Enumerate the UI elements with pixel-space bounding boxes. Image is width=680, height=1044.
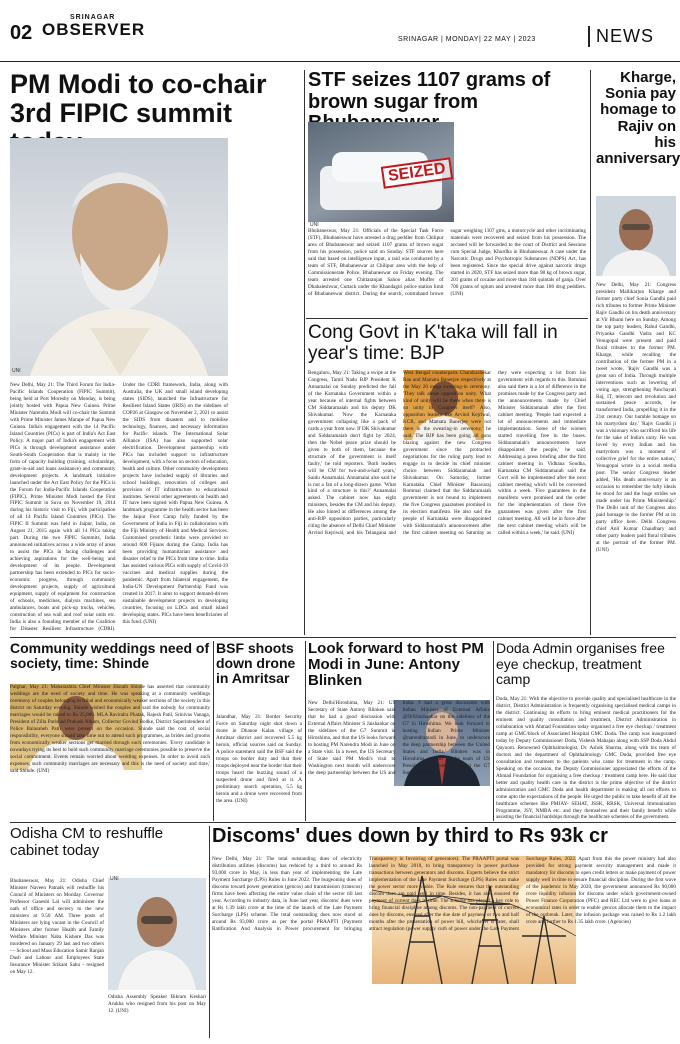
odisha-credit: UNI: [110, 876, 119, 882]
doda-headline: Doda Admin organises free eye checkup, treatment camp: [496, 640, 665, 688]
fipic-credit: UNI: [12, 368, 21, 374]
fipic-body: New Delhi, May 21: The Third Forum for India-Pacific Islands Cooperation (FIPIC Summit), being held at Port Moresby on Monday, is being jointly hosted with Papua New Guinea. Prime Minister Narendra Modi will co-chair the Summit with Prime Minister James Marape of Papua New Guinea. India's engagement with the 14 Pacific Island Countries (PICs) is part of India's Act East Policy. A major part of India's engagement with PICs is through development assistance under South-South Cooperation that is mainly in the form of capacity building (training, scholarships, grant-in-aid and loans assistance) and community development projects. A landmark initiative launched under the Act East Policy for the PICs is the Forum for India-Pacific Islands Cooperation (FIPIC). Prime Minister Modi hosted the First FIPIC Summit in Suva on November 19, 2014 during his historic visit to Fiji, with participation of all 14 Pacific Island Countries (PICs). The FIPIC II Summit was held in Jaipur, India, on August 21, 2015 again with all 14 PICs taking part. During the two FIPIC Summits, India announced initiatives across a wide array of areas to assist the PICs in facing challenges and achieving aspirations for the well-being and development of its people. Development partnership has been extended to PICs for socio-economic progress, through community development projects, supply of agricultural equipment, supply of equipment for construction of schools, medicines, dialysis machines, sea ambulances, boats and pick-up trucks, vehicles, construction of sea wall and roof solar units etc. India is also a founding member of the Coalition for Disaster Resilient Infrastructure (CDRI). Under the CDRI framework, India, along with Australia, the UK and small island developing states (SIDS), launched the Infrastructure for Resilient Island States (IRIS) on the sidelines of COP26 at Glasgow on November 2, 2021 to assist the SIDS from disasters and to mobilise technology, finances, and necessary information for Pacific islands. The International Solar Alliance (ISA) has also supported solar electrification. Development partnership with PICs has included support to infrastructure development, with a focus on sectors of education, health and culture. Other community development projects have included supply of libraries and school buildings, renovation of colleges and provision of IT infrastructure to educational institutes. Several other agreements on health and IT have been signed with Papua New Guinea. A landmark programme in the health sector has been the Jaipur Foot Camp fully funded by the Government of India in Fiji in collaboration with the Fiji Ministry of Health and Medical Services. Customised prosthetic limbs were provided to around 600 Fijians during the Camp. India has been providing humanitarian assistance and disaster relief to the PICs from time to time. India has assisted various PICs with supply of Covid-19 vaccines and medical supplies during the pandemic. Apart from bilateral engagement, the India-UN Development Partnership Fund was created in 2017. It aims to support demand-driven sustainable development projects in developing countries, focusing on LDCs and small island developing states. PICs have been beneficiaries of this fund. (UNI): [10, 382, 228, 632]
brand-logo: [42, 14, 145, 39]
bsf-body: Jalandhar, May 21: Border Security Force on Saturday night shot down a drone in Dhanoe Kalan village of Amritsar district and recovered 5.5 kg heroin, official sources said on Sunday. A police statement said the BSF said the troops on border duty and that their troops deployed near the border that their troops heard the buzzing sound of a suspected drone and fired at it. A preliminary search operation, 5.5 kg heroin and a drone were recovered from the area. (UNI): [216, 714, 302, 804]
seized-drugs-photo: [308, 122, 454, 222]
modi-photo: [10, 138, 228, 376]
kharge-photo: [596, 196, 676, 276]
odisha-headline: Odisha CM to reshuffle cabinet today: [10, 825, 164, 859]
section-label: NEWS: [588, 26, 654, 47]
ktaka-body: Bengaluru, May 21: Taking a swipe at the Congress, Tamil Nadu BJP President K Annamalai on Sunday predicted the fall of the Karnataka Government within a year because of internal fights between CM Siddaramaiah and his deputy DK Shivakumar. 'Now the Karnataka government collapsing like a pack of cards a year from now. If DK Shivakumar and Siddaramaiah don't fight by 2024, then the Nobel peace prize should be given to both of them, because the structure of the government is itself faulty,' he told reporters. 'Both leaders will be CM for two-and-a-half years,' Saidu Annamalai. Annamalai also said he is not a fan of a long-drawn game. 'What kind of a structure is this?' Annamalai asked. The cabinet now has eight ministers, besides the CM and his deputy. He also hinted at differences among the anti-BJP opposition parties, particularly citing the absence of Delhi Chief Minister Arvind Kejriwal, and his Telangana and West Bengal counterparts Chandrashekar Rao and Mamata Banerjee respectively at the May 20 mega swearing-in ceremony. 'They talk about opposition unity. What kind of unity will be there when there is no unity in Congress itself? Also, opposition leaders like Arvind Kejriwal, KCR, and Mamata Banerjee were not there in the swearing-in ceremony,' he said. The BJP has been going all guns blazing against the new Congress government since the protracted negotiations for the ruling party lead to engage in to decide its chief minister choice between Siddaramaiah and Shivakumar. On Saturday, former Karnataka Chief Minister Basavaraj Bommai claimed that the Siddaramaiah government is not bound to implement the five Congress guarantees promised in its election manifesto. He also said the people of Karnataka were disappointed with Siddaramaiah's announcement after the first cabinet meeting on Saturday as they were expecting a lot from his government with regards to this. Bommai also said there is a lot of difference in the promises made by the Congress party and the announcements made by Chief Minister Siddaramaiah after the first cabinet meeting. 'People had expected a lot of announcements and immediate implementation. Some of the women started travelling free in the buses. Siddaramaiah's announcements have disappointed the people,' he said. Addressing a press briefing after the first cabinet meeting in Vidhana Soudha, Karnataka CM Siddaramaiah said the Govt will be implemented after the next cabinet meeting which will be convened within a week. 'Five guarantees in the manifesto were promised and the order for the implementation of these five guarantees was given after the first cabinet meeting. All will be in force after the next cabinet meeting which will be called within a week,' he said. (UNI): [308, 370, 586, 537]
blinken-headline: Look forward to host PM Modi in June: Antony Blinken: [308, 640, 484, 690]
weddings-body: Palghar, May 21: Maharashtra Chief Minister Eknath Shinde has asserted that community weddings are the need of society and time. He was speaking at a community weddings ceremony of couples belonging to tribal and economically weaker sections of the society in this district on Saturday evening. Shinde wished the couples and said the nobody for community marriages would be raised to Rs 25,000. MLA Ravindra Phatak, Rajesh Patil, Srinivas Vanaga, President of Zilla Parishad Prakash Nikam, Collector Govind Bodke, District Superintendent of Police Balasaheb Patil were present on the occasion. Shinde said the cost of social responsibility, everyone should take time out to attend such programmes, as brides and grooms from economically weaker sections get married through such ceremonies. 'Every candidate is nowadays trying its best to hold such community marriage ceremonies possible to preserve the social commitment. Events remain worried about wedding expenses. In order to avoid such expenses, such community marriages are necessary and this is the need of society and time,' said Shinde. (UNI): [10, 684, 210, 774]
stf-body: Bhubaneswar, May 21: Officials of the Special Task Force (STF), Bhubaneswar have arrested a drug peddler from Chilipur area of Bhubaneswar and seized 1107 grams of brown sugar from his possession, police said on Sunday. STF sources here said that based on intelligence input, a raid was conducted by a team of STF, Bhubaneswar at Chilipur area with the help of Commissionerate Police, Bhubaneswar on Friday evening. The team arrested one Chittaranjan Sahoo alias Muffer of Dhabaleshwar, Cuttack under the Khandagiri police station limit of Bhubaneswar district. During the search, contraband brown sugar weighing 1107 gms, a motorcycle and other incriminating materials were recovered and seized from his possession. The accused will be forwarded to the court of District and Sessions cum Special Judge, Khurdha in Bhubaneswar. A case under the Narcotic Drugs and Psychotropic Substances (NDPS) Act, has been registered. Since the special drive against narcotic drugs started in 2020, STF has seized more than 98 kg of brown sugar, 201 grams of cocaine and more than 184 quintals of ganja. Over 700 grams of opium and arrested more than 186 drug peddlers. (UNI): [308, 228, 586, 297]
blinken-body: New Delhi/Hiroshima, May 21: US Secretary of State Antony Blinken said that he had a good discussion with External Affairs Minister S Jaishankar on the sidelines of the G7 Summit in Hiroshima, and that the US looks forward to hosting PM Narendra Modi in June on a State visit. In a tweet, the US Secretary of State said PM Modi's visit to Washington next month will underscore the deep partnership between the US and India. 'I had a great discussion with Indian Minister of External Affairs @DrSJaishankar on the sidelines of the G7 in Hiroshima. We look forward to hosting Indian Prime Minister @narendramodi in June, to underscore the deep partnership between the United States and India,' Blinken was in Hiroshima as part of the team of US President Joe Biden to attend the G7 Summit. (UNI): [308, 700, 490, 776]
stf-headline: STF seizes 1107 grams of brown sugar from: [308, 69, 551, 113]
brand-name: OBSERVER: [42, 20, 146, 39]
bsf-headline: BSF shoots down drone in Amritsar: [216, 640, 296, 687]
kharge-portrait-illustration: [596, 196, 676, 276]
ktaka-headline: Cong Govt in K'taka will fall in year's time: BJP: [308, 322, 558, 365]
page-number: 02: [10, 22, 33, 44]
portrait-illustration: [10, 138, 228, 376]
masthead: [0, 0, 680, 62]
fipic-headline: PM Modi to co-chair 3rd FIPIC summit: [10, 69, 267, 129]
fipic-body-right: [234, 138, 300, 634]
stf-body-right: [458, 122, 586, 230]
doda-body: Doda, May 21: With the objective to provide quality and specialised healthcare in the district, District Administration is frequently organising specialised medical camps in the district. Continuing its efforts to bring eminent medical practitioners for the eminent and quality consultation and treatment, District Administration in collaboration with Ahmad Foundation today organised a free eye checkup / treatment camp at GMC/block of Associated Hospital GMC Doda. The camp was inaugurated today by Deputy Commissioner Doda, Vishesh Mahajan along with SSP Doda Abdul Qayoom. Renowned Ophthalmologist, Dr. Ashok Sharma, along with his team of doctors and the department of Ophthalmology GMC Doda, provided free eye consultation and treatment to the patients who came for treatment in the camp. Speaking on the occasion, the Deputy Commissioner appreciated the efforts of the Ahmad Foundation for organising a free checkup / treatment camp here. He said that better and quality health care in the district is the prime objective of the district administration and GMC Doda and health department is making all out efforts to come upto the expectations of the people. He urged the public to take benefit of all the healthcare schemes like PMJAY- SEHAT, JSSK, RBSK, Universal Immunisation Programme, JSY, NMBA etc. and they themselves and their family benefit while assisting the financial hardships through the healthcare schemes of the government.: [496, 696, 676, 821]
dateline: SRINAGAR | MONDAY| 22 MAY | 2023: [398, 36, 536, 43]
kharge-body: New Delhi, May 21: Congress president Mallikarjun Kharge and former party chief Sonia Gandhi paid rich tributes to former Prime Minister Rajiv Gandhi on his death anniversary at Vir Bhumi here on Sunday. Among the top party leaders, Rahul Gandhi, Priyanka Gandhi Vadra and KC Venugopal were present and paid floral tributes to the former PM. Kharge, while recalling the contribution of the former PM in a tweet wrote, 'Rajiv Gandhi was a great son of India. Through multiple interventions such as lowering of voting age, strengthening Panchayati Raj, IT, telecom and revolution and sustained peace accords, he transformed India, propelling it in the 21st century. Our humble homage on his martyrdom day.' 'Rajiv Gandhi ji was a visionary who sacrificed his life for the sake of India's unity. He was loved by every Indian and his martyrdom was a moment of collective grief for the entire nation,' Venugopal wrote in a social media post. The senior Congress leader added, 'His death anniversary is an occasion to remember the lofty ideals he stood for and the huge strides we made under his Prime Ministership.' The Delhi unit of the Congress also paid homage to the former PM at its party office here. Delhi Congress chief Anil Kumar Chaudhary and other party leaders paid floral tributes at the portrait of the former PM. (UNI): [596, 282, 676, 553]
weddings-headline: Community weddings need of society, time: Shinde: [10, 640, 210, 672]
discoms-body: New Delhi, May 21: The total outstanding dues of electricity distribution utilities (discoms) has reduced by a third to around Rs 93,000 crore in May, in less than year of implementing the Late Payment Surcharge (LPS) Rules in June 2022. The burgeoning dues of discoms toward power generation (gencos) and transmission (transcos) firms have been affecting the entire value chain of the sector till last year. According to industry data, in June last year, discoms' dues were at Rs 1.39 lakh crore at the time of the launch of the Late Payment Surcharge (LPS) scheme. The total outstanding dues now stood at around Rs 93,000 crore as per the portal PRAAPTI (Payment Ratification And Analysis in Power procurement for bringing Transparency in Invoicing of generators). The PRAAPTI portal was launched in May 2018, to bring transparency in power purchase transactions between generators and discoms. Experts believe the strict implementation of the Late Payment Surcharge (LPS) Rules can make the power sector more viable. The Rule ensures that the outstanding discom dues are paid well in time. Besides, it has also ensured the payment of current dues in time. The scheme has played a key role to bring financial discipline among discoms. The non-payment of current dues by discoms, ensured after the due date of payment or two and half months after the presentation of power bill, whichever is later, shall attract regulation (power supply curb of power under the Late Payment Surcharge Rules, 2022. Apart from this the power ministry had also provided for strong payment security management and made it mandatory for discoms to open credit letters or make payment of power supply well in time to ensure financial discipline. During the first wave of the pandemic in May 2020, the government announced Rs 90,000 crore liquidity infusion for discoms under which government-owned Power Finance Corporation (PFC) and REC Ltd were to give loans at economical rates in order to enable gencos allocate them to the impact of the outbreak. Later, the infusion package was raised to Rs 1.2 lakh crore and further to Rs 1.35 lakh crore. (Agencies): [212, 856, 676, 932]
seized-stamp: SEIZED: [381, 157, 453, 188]
brand-top: SRINAGAR: [70, 14, 116, 21]
odisha-body: Bhubaneswar, May 21: Odisha Chief Minister Naveen Patnaik will reshuffle his Council of Ministers on Monday. Governor Professor Ganeshi Lal will administer the oath of office and secrecy to the new ministers at 9.50 AM. Three posts of Ministers are lying vacant in the Council of Ministers after former Health and Family Welfare Minister Naba Kishore Das was murdered on January 29 last and two others — School and Mass Education Samir Ranjan Dash and Labour and Employees State Insurance Minister Srikant Sahu - resigned on May 12.: [10, 878, 104, 975]
discoms-headline: Discoms' dues down by third to Rs 93k cr: [212, 825, 608, 847]
odisha-caption: Odisha Assembly Speaker Bikram Keshari Arukha who resigned from his post on May 12. (UNI): [108, 994, 206, 1014]
kharge-headline: Kharge, Sonia pay homage to Rajiv on his anniversary: [596, 69, 680, 167]
arukha-photo: [108, 878, 206, 990]
stf-credit: UNI: [310, 222, 319, 228]
arukha-portrait-illustration: [108, 878, 206, 990]
